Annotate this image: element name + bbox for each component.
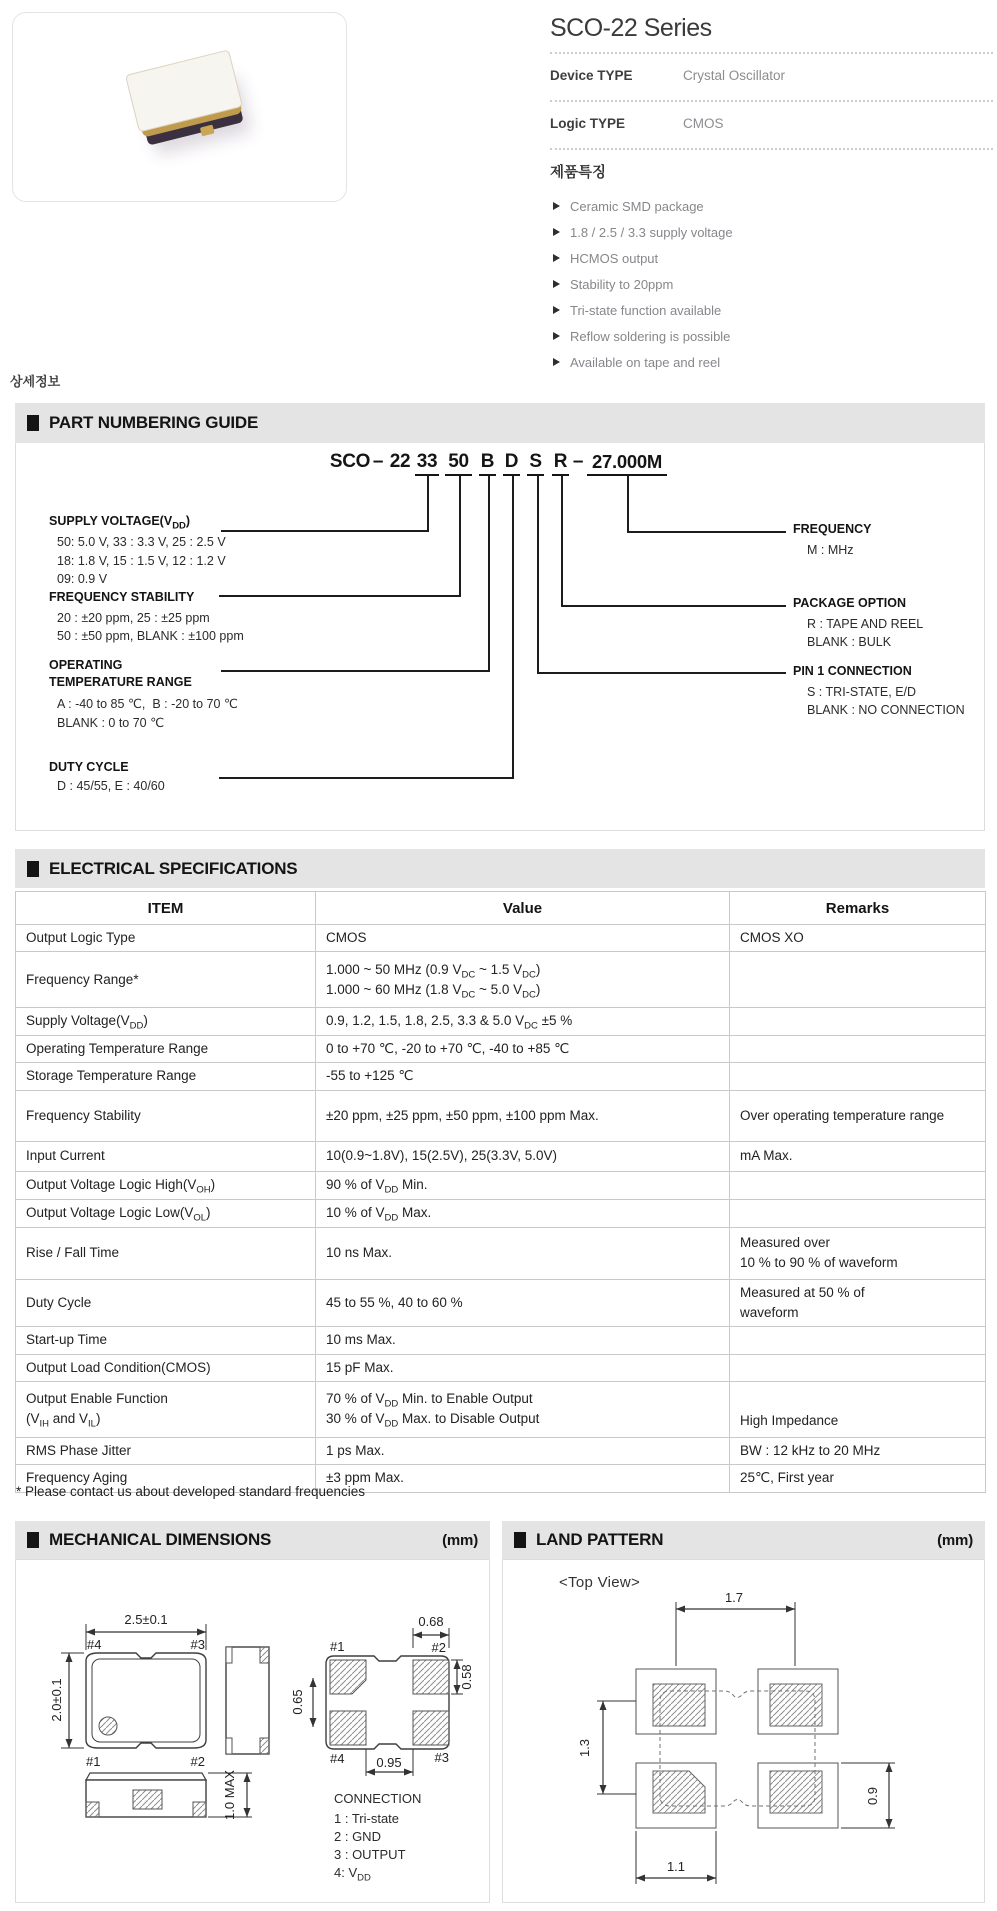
legend-title-duty-cycle: DUTY CYCLE (49, 760, 129, 774)
dim-thickness-label: 1.0 MAX (222, 1770, 237, 1820)
item-cell: Output Logic Type (16, 925, 316, 952)
feature-text: Available on tape and reel (570, 354, 721, 370)
section-marker-icon (27, 861, 39, 877)
feature-item (553, 353, 720, 371)
connector-line (512, 476, 514, 777)
legend-option: 18: 1.8 V, 15 : 1.5 V, 12 : 1.2 V (57, 554, 226, 568)
remarks-cell (730, 1008, 986, 1035)
logic-type-label: Logic TYPE (550, 116, 626, 131)
section-title: PART NUMBERING GUIDE (49, 413, 259, 432)
legend-title-operating-temperature: OPERATING TEMPERATURE RANGE (49, 658, 192, 689)
table-row (16, 1008, 986, 1035)
feature-item (553, 223, 733, 241)
remarks-cell: High Impedance (730, 1381, 986, 1437)
unit-label: (mm) (442, 1531, 478, 1549)
code-segment: SCO (329, 451, 371, 472)
item-cell: Output Load Condition(CMOS) (16, 1354, 316, 1381)
connector-line (561, 476, 563, 605)
legend-option: 50: 5.0 V, 33 : 3.3 V, 25 : 2.5 V (57, 535, 226, 549)
value-cell: 10 % of $V_{DD}$ Max. (316, 1199, 730, 1227)
value-cell: 70 % of $V_{DD}$ Min. to Enable Output 30 % of $V_{DD}$ Max. to Disable Output (316, 1381, 730, 1437)
feature-item (553, 249, 658, 267)
table-row (16, 1090, 986, 1141)
section-title: LAND PATTERN (536, 1530, 664, 1549)
item-cell: Start-up Time (16, 1327, 316, 1354)
legend-option: BLANK : BULK (807, 635, 892, 649)
feature-item (553, 275, 673, 293)
code-segment: 27.000M (587, 451, 667, 476)
table-row (16, 1437, 986, 1464)
item-cell: Frequency Aging (16, 1465, 316, 1493)
remarks-cell: CMOS XO (730, 925, 986, 952)
dim-pitch-y-label: 1.3 (577, 1738, 592, 1758)
section-header-electrical (15, 849, 985, 888)
remarks-cell (730, 1354, 986, 1381)
item-cell: Input Current (16, 1141, 316, 1171)
legend-option: 20 : ±20 ppm, 25 : ±25 ppm (57, 611, 210, 625)
remarks-cell (730, 952, 986, 1008)
table-row (16, 1327, 986, 1354)
section-header-mechanical (15, 1521, 490, 1559)
column-header: Value (316, 892, 730, 925)
chip-gold-pad (200, 125, 215, 137)
remarks-cell: 25℃, First year (730, 1465, 986, 1493)
column-header: ITEM (16, 892, 316, 925)
table-row (16, 1227, 986, 1279)
value-cell: 0.9, 1.2, 1.5, 1.8, 2.5, 3.3 & 5.0 $V_{DC} \pm 5$ % (316, 1008, 730, 1035)
bullet-triangle-icon (553, 306, 560, 314)
page-title: SCO-22 Series (550, 14, 712, 42)
connection-item: 3 : OUTPUT (334, 1847, 406, 1862)
table-row (16, 1171, 986, 1199)
feature-text: Tri-state function available (570, 302, 722, 318)
value-cell: 1.000 ~ 50 MHz (0.9 $V_{DC}$ ~ 1.5 $V_{DC}$) 1.000 ~ 60 MHz (1.8 $V_{DC}$ ~ 5.0 $V_{DC}$) (316, 952, 730, 1008)
remarks-cell (730, 1062, 986, 1090)
dim-height-label: 2.0±0.1 (49, 1678, 64, 1722)
connector-line (219, 595, 461, 597)
feature-item (553, 301, 721, 319)
value-cell: 10(0.9~1.8V), 15(2.5V), 25(3.3V, 5.0V) (316, 1141, 730, 1171)
top-view-label: <Top View> (559, 1574, 641, 1591)
table-row (16, 1062, 986, 1090)
pad-label: #1 (86, 1754, 101, 1769)
dim-label: 0.58 (459, 1664, 474, 1690)
value-cell: CMOS (316, 925, 730, 952)
remarks-cell (730, 1171, 986, 1199)
item-cell: Duty Cycle (16, 1279, 316, 1327)
value-cell: ±20 ppm, ±25 ppm, ±50 ppm, ±100 ppm Max. (316, 1090, 730, 1141)
legend-option: M : MHz (807, 543, 854, 557)
dim-pitch-x-label: 1.7 (724, 1590, 744, 1605)
connector-line (221, 670, 490, 672)
connector-line (459, 476, 461, 595)
legend-title-supply-voltage: SUPPLY $VOLTAGE(V_{DD})$ (49, 514, 191, 532)
table-row (16, 1141, 986, 1171)
code-segment: 22 (389, 451, 411, 472)
land-pattern-drawing (503, 1560, 984, 1902)
legend-option: BLANK : NO CONNECTION (807, 703, 965, 717)
table-header-row (16, 892, 986, 925)
code-segment: 33 (415, 451, 439, 476)
feature-text: Stability to 20ppm (570, 276, 674, 292)
table-row (16, 1035, 986, 1062)
value-cell: 10 ms Max. (316, 1327, 730, 1354)
connector-line (488, 476, 490, 670)
connection-item: 1 : Tri-state (334, 1811, 400, 1826)
connector-line (537, 672, 786, 674)
device-type-value: Crystal Oscillator (683, 68, 786, 83)
remarks-cell: Measured over 10 % to 90 % of waveform (730, 1227, 986, 1279)
value-cell: 1 ps Max. (316, 1437, 730, 1464)
code-segment: – (572, 451, 584, 472)
table-row (16, 925, 986, 952)
dim-label: 0.95 (376, 1755, 402, 1770)
table-row (16, 1354, 986, 1381)
item-cell: Operating Temperature Range (16, 1035, 316, 1062)
remarks-cell: mA Max. (730, 1141, 986, 1171)
section-header-land-pattern (502, 1521, 985, 1559)
connector-line (627, 531, 786, 533)
remarks-cell (730, 1199, 986, 1227)
pad-label: #4 (330, 1751, 345, 1766)
value-cell: 10 ns Max. (316, 1227, 730, 1279)
item-cell: Frequency Stability (16, 1090, 316, 1141)
bullet-triangle-icon (553, 254, 560, 262)
bullet-triangle-icon (553, 358, 560, 366)
legend-title-pin1-connection: PIN 1 CONNECTION (793, 664, 912, 678)
dim-label: 0.65 (290, 1689, 305, 1715)
detail-info-label: 상세정보 (10, 374, 61, 389)
section-marker-icon (514, 1532, 526, 1548)
product-photo-card (12, 12, 347, 202)
section-header-part-numbering (15, 403, 985, 443)
divider (550, 100, 993, 102)
code-segment: D (503, 451, 520, 476)
dim-width-label: 2.5±0.1 (124, 1612, 168, 1627)
connector-line (627, 476, 629, 531)
legend-option: A : -40 to 85 ℃, B : -20 to 70 ℃ (57, 697, 238, 711)
legend-option: D : 45/55, E : 40/60 (57, 779, 165, 793)
pad-label: #2 (431, 1640, 446, 1655)
table-footnote: * Please contact us about developed standard frequencies (16, 1484, 365, 1499)
code-segment: R (552, 451, 569, 476)
feature-item (553, 197, 704, 215)
value-cell: ±3 ppm Max. (316, 1465, 730, 1493)
item-cell: Rise / Fall Time (16, 1227, 316, 1279)
connection-legend (334, 1790, 421, 1882)
connector-line (537, 476, 539, 672)
item-cell: Frequency Range* (16, 952, 316, 1008)
item-cell: RMS Phase Jitter (16, 1437, 316, 1464)
pad-label: #2 (190, 1754, 205, 1769)
bullet-triangle-icon (553, 228, 560, 236)
code-segment: S (527, 451, 544, 476)
electrical-spec-table (15, 891, 986, 1493)
code-segment: B (479, 451, 496, 476)
code-segment: – (372, 451, 384, 472)
legend-title-frequency-stability: FREQUENCY STABILITY (49, 590, 195, 604)
legend-option: 09: 0.9 V (57, 572, 108, 586)
connection-item: 4: $V_{DD}$ (334, 1865, 371, 1884)
legend-option: R : TAPE AND REEL (807, 617, 924, 631)
pad-label: #3 (434, 1750, 449, 1765)
item-cell: Output Enable Function ($V_{IH}$ and $V_{IL}$) (16, 1381, 316, 1437)
feature-text: 1.8 / 2.5 / 3.3 supply voltage (570, 224, 733, 240)
section-marker-icon (27, 415, 39, 431)
connection-title: CONNECTION (334, 1791, 422, 1806)
oscillator-photo (123, 47, 252, 156)
value-cell: 0 to +70 ℃, -20 to +70 ℃, -40 to +85 ℃ (316, 1035, 730, 1062)
connection-item: 2 : GND (334, 1829, 381, 1844)
bullet-triangle-icon (553, 280, 560, 288)
table-row (16, 1381, 986, 1437)
feature-item (553, 327, 730, 345)
connector-line (221, 530, 429, 532)
remarks-cell (730, 1327, 986, 1354)
table-row (16, 952, 986, 1008)
connector-line (427, 476, 429, 530)
pad-label: #3 (190, 1637, 205, 1652)
value-cell: 15 pF Max. (316, 1354, 730, 1381)
remarks-cell: Over operating temperature range (730, 1090, 986, 1141)
feature-text: HCMOS output (570, 250, 659, 266)
connector-line (219, 777, 514, 779)
bullet-triangle-icon (553, 202, 560, 210)
legend-option: S : TRI-STATE, E/D (807, 685, 917, 699)
item-cell: Supply $Voltage(V_{DD})$ (16, 1008, 316, 1035)
dim-pad-width-label: 1.1 (666, 1859, 686, 1874)
logic-type-value: CMOS (683, 116, 724, 131)
dim-pad-height-label: 0.9 (865, 1786, 880, 1806)
legend-title-package-option: PACKAGE OPTION (793, 596, 906, 610)
bullet-triangle-icon (553, 332, 560, 340)
value-cell: 45 to 55 %, 40 to 60 % (316, 1279, 730, 1327)
connector-line (561, 605, 786, 607)
pad-label: #4 (87, 1637, 102, 1652)
remarks-cell: Measured at 50 % of waveform (730, 1279, 986, 1327)
section-title: MECHANICAL DIMENSIONS (49, 1530, 272, 1549)
legend-option: 50 : ±50 ppm, BLANK : ±100 ppm (57, 629, 244, 643)
section-marker-icon (27, 1532, 39, 1548)
code-segment: 50 (445, 451, 472, 476)
value-cell: 90 % of $V_{DD}$ Min. (316, 1171, 730, 1199)
item-cell: Storage Temperature Range (16, 1062, 316, 1090)
remarks-cell: BW : 12 kHz to 20 MHz (730, 1437, 986, 1464)
feature-text: Ceramic SMD package (570, 198, 704, 214)
dim-label: 0.68 (418, 1614, 444, 1629)
section-title: ELECTRICAL SPECIFICATIONS (49, 858, 298, 878)
table-row (16, 1199, 986, 1227)
divider (550, 148, 993, 150)
value-cell: -55 to +125 ℃ (316, 1062, 730, 1090)
item-cell: Output Voltage Logic $High(V_{OH})$ (16, 1171, 316, 1199)
land-pattern-panel (502, 1559, 985, 1903)
features-title: 제품특징 (550, 165, 607, 181)
pad-label: #1 (330, 1639, 345, 1654)
divider (550, 52, 993, 54)
device-type-label: Device TYPE (550, 68, 633, 83)
mechanical-drawing-panel (15, 1559, 490, 1903)
column-header: Remarks (730, 892, 986, 925)
legend-option: BLANK : 0 to 70 ℃ (57, 716, 165, 730)
unit-label: (mm) (937, 1531, 973, 1549)
table-row (16, 1279, 986, 1327)
feature-text: Reflow soldering is possible (570, 328, 731, 344)
item-cell: Output Voltage Logic $Low(V_{OL})$ (16, 1199, 316, 1227)
legend-title-frequency: FREQUENCY (793, 522, 872, 536)
part-numbering-diagram (15, 443, 985, 831)
remarks-cell (730, 1035, 986, 1062)
